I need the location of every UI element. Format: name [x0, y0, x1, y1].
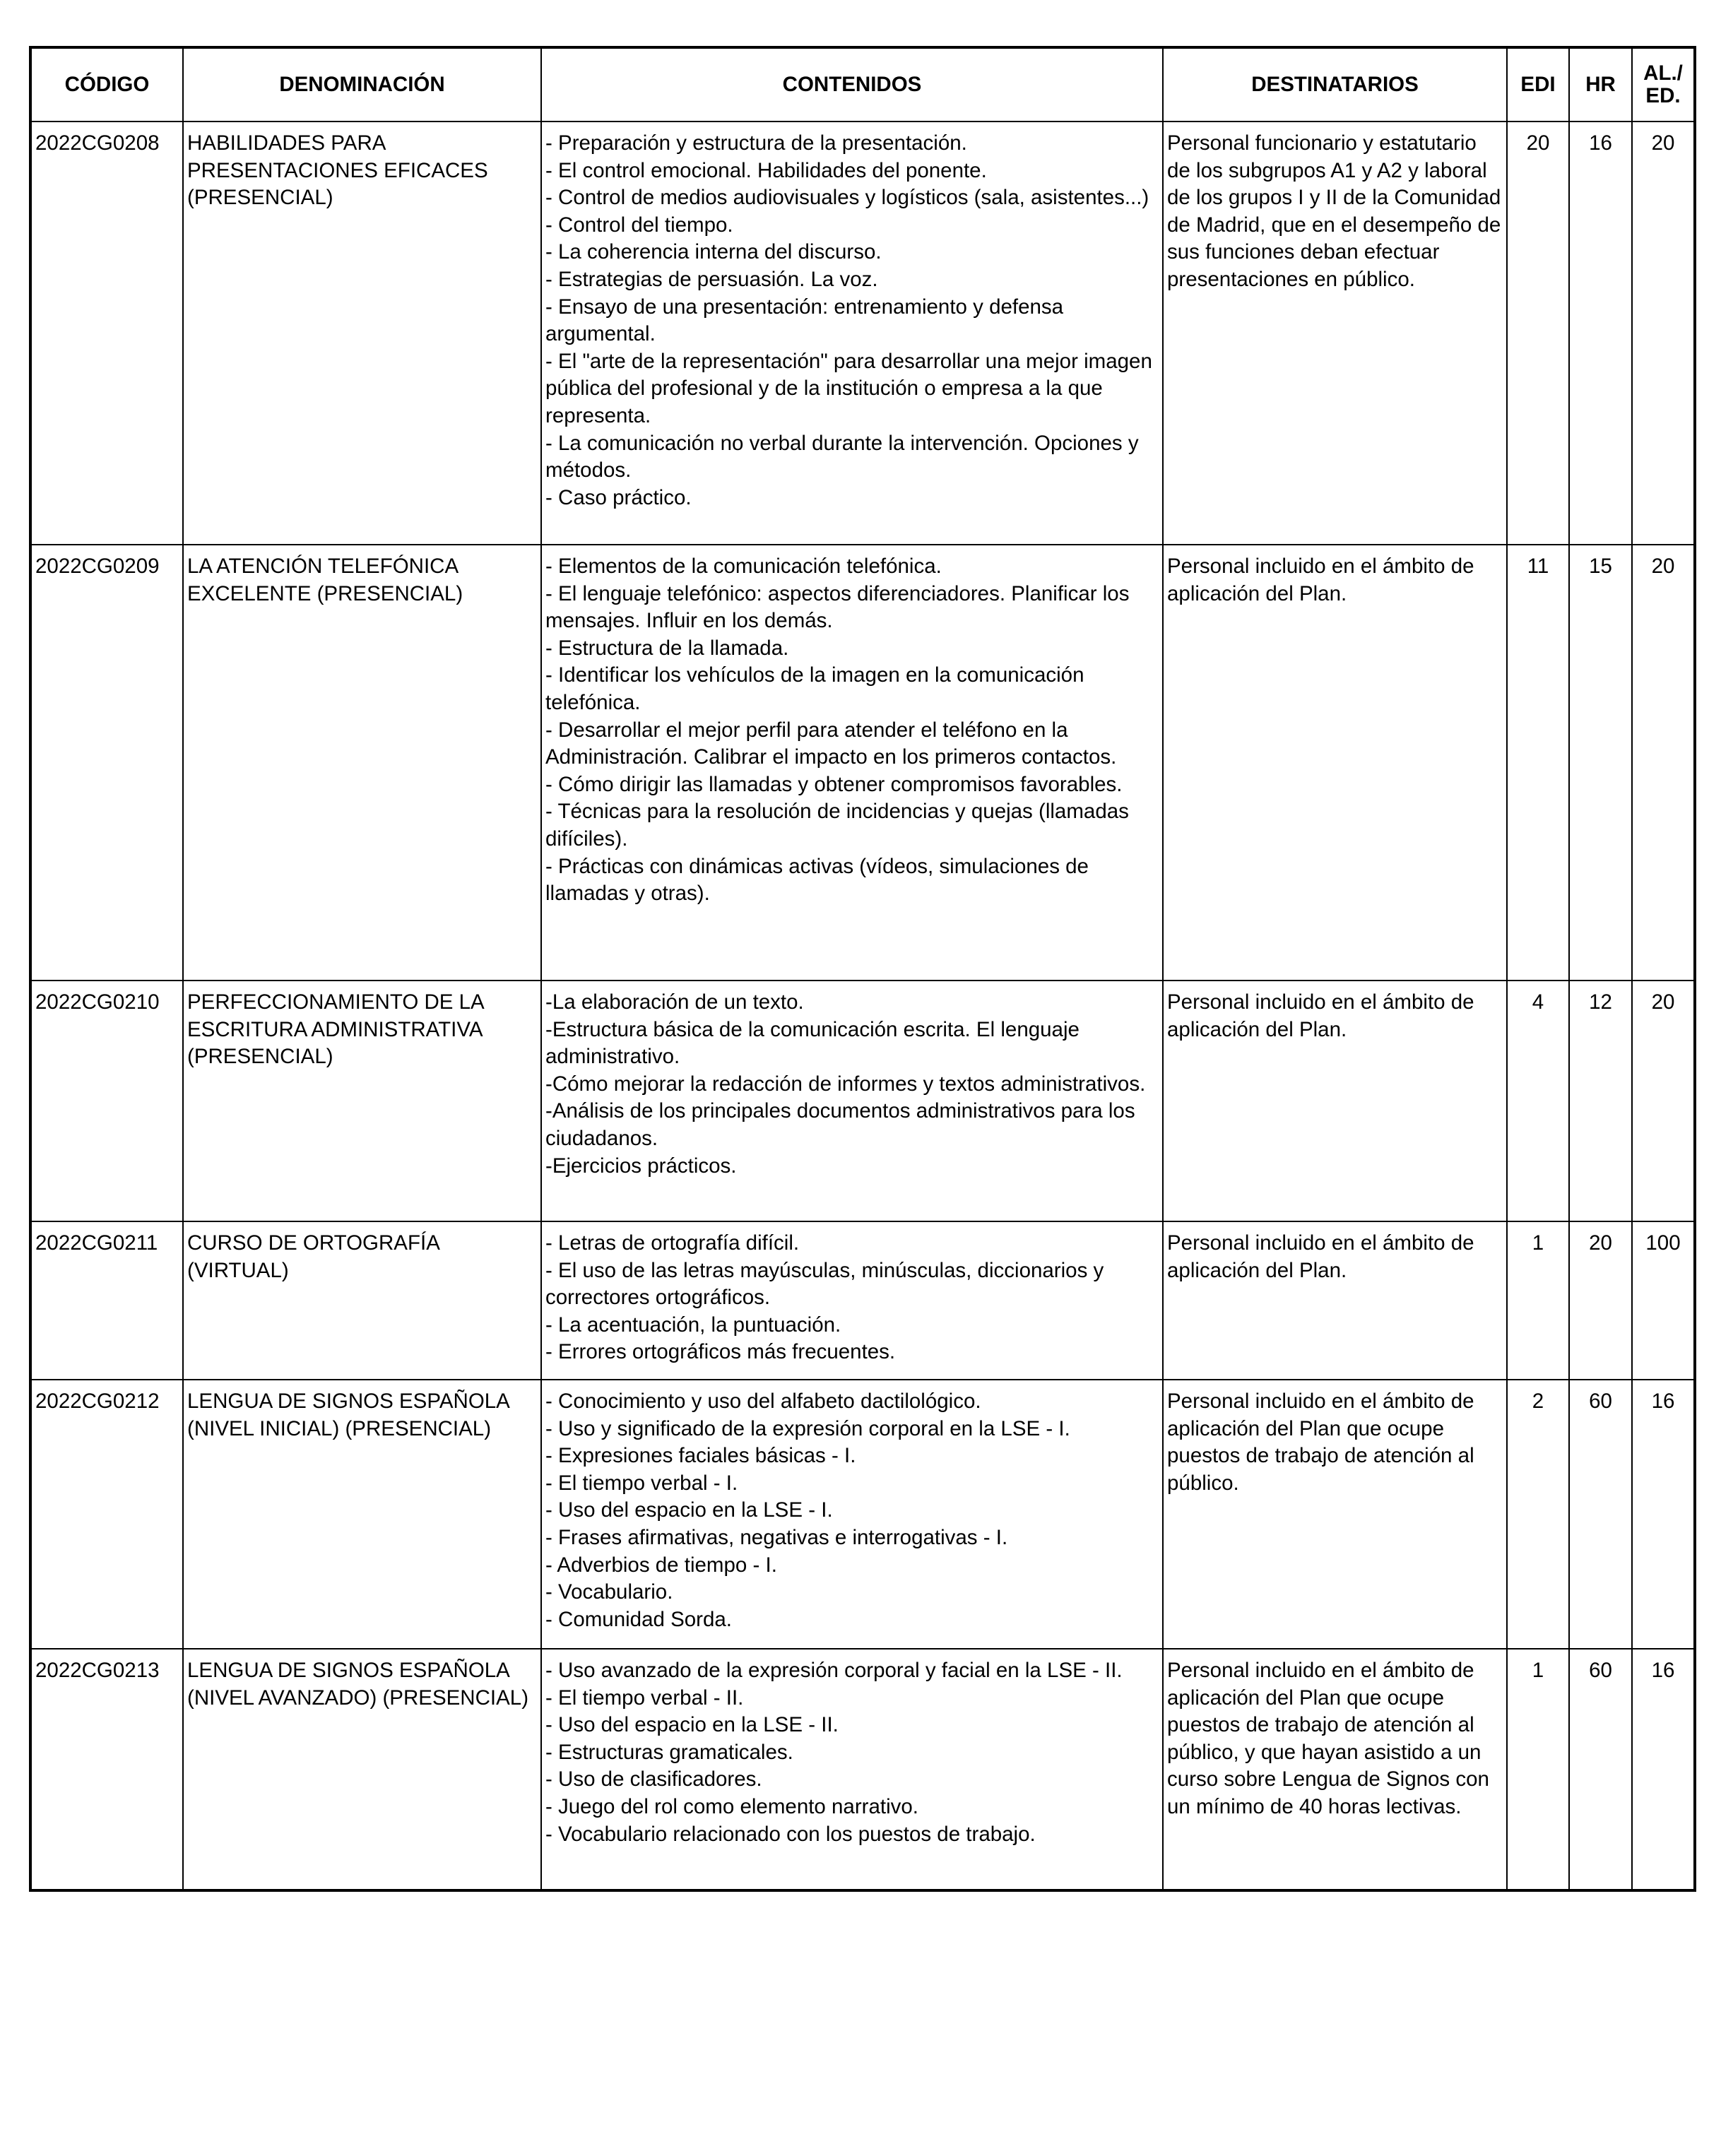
cell-denominacion: PERFECCIONAMIENTO DE LA ESCRITURA ADMINISTRATIVA (PRESENCIAL) [183, 981, 541, 1221]
header-denominacion: DENOMINACIÓN [183, 47, 541, 122]
contenido-item: - Estructura de la llamada. [545, 636, 789, 660]
contenido-item: - Caso práctico. [545, 485, 692, 509]
cell-codigo: 2022CG0210 [30, 981, 183, 1221]
cell-edi: 1 [1507, 1221, 1569, 1380]
cell-denominacion: LENGUA DE SIGNOS ESPAÑOLA (NIVEL INICIAL) (PRESENCIAL) [183, 1380, 541, 1649]
contenido-item: - Vocabulario. [545, 1580, 673, 1604]
contenido-item: - Expresiones faciales básicas - I. [545, 1444, 856, 1468]
contenido-item: - Uso avanzado de la expresión corporal y facial en la LSE - II. [545, 1659, 1123, 1682]
contenido-item: - Prácticas con dinámicas activas (vídeos, simulaciones de llamadas y otras). [545, 854, 1089, 906]
contenido-item: - Letras de ortografía difícil. [545, 1231, 800, 1255]
cell-hr: 20 [1569, 1221, 1632, 1380]
contenido-item: -Análisis de los principales documentos administrativos para los ciudadanos. [545, 1099, 1135, 1150]
contenido-item: - Preparación y estructura de la presentación. [545, 131, 967, 155]
contenido-item: - Errores ortográficos más frecuentes. [545, 1340, 896, 1364]
cell-destinatarios: Personal incluido en el ámbito de aplicación del Plan que ocupe puestos de trabajo de atención al público. [1163, 1380, 1507, 1649]
cell-al-ed: 20 [1632, 122, 1695, 545]
cell-hr: 12 [1569, 981, 1632, 1221]
cell-edi: 20 [1507, 122, 1569, 545]
course-table [29, 46, 1696, 1892]
contenido-item: - La acentuación, la puntuación. [545, 1313, 841, 1337]
contenido-item: - Estructuras gramaticales. [545, 1740, 793, 1764]
contenido-item: - Técnicas para la resolución de incidencias y quejas (llamadas difíciles). [545, 800, 1129, 851]
header-hr: HR [1569, 47, 1632, 122]
cell-codigo: 2022CG0212 [30, 1380, 183, 1649]
cell-codigo: 2022CG0211 [30, 1221, 183, 1380]
contenido-item: - Uso del espacio en la LSE - I. [545, 1498, 833, 1522]
cell-denominacion: LA ATENCIÓN TELEFÓNICA EXCELENTE (PRESENCIAL) [183, 545, 541, 981]
cell-hr: 60 [1569, 1380, 1632, 1649]
cell-contenidos [541, 1380, 1163, 1649]
cell-contenidos [541, 1649, 1163, 1890]
table-row [30, 1221, 1695, 1380]
table-row [30, 1649, 1695, 1890]
contenido-item: - Ensayo de una presentación: entrenamiento y defensa argumental. [545, 295, 1064, 346]
cell-hr: 15 [1569, 545, 1632, 981]
header-al-ed-line1: AL./ [1643, 61, 1683, 85]
cell-edi: 2 [1507, 1380, 1569, 1649]
header-codigo: CÓDIGO [30, 47, 183, 122]
cell-denominacion: CURSO DE ORTOGRAFÍA (VIRTUAL) [183, 1221, 541, 1380]
contenido-item: - Juego del rol como elemento narrativo. [545, 1794, 918, 1818]
contenido-item: - Frases afirmativas, negativas e interrogativas - I. [545, 1525, 1008, 1549]
cell-destinatarios: Personal incluido en el ámbito de aplicación del Plan. [1163, 545, 1507, 981]
cell-hr: 16 [1569, 122, 1632, 545]
cell-contenidos [541, 1221, 1163, 1380]
cell-al-ed: 100 [1632, 1221, 1695, 1380]
header-al-ed [1632, 47, 1695, 122]
cell-edi: 1 [1507, 1649, 1569, 1890]
contenido-item: -Estructura básica de la comunicación escrita. El lenguaje administrativo. [545, 1017, 1080, 1069]
contenido-item: - Conocimiento y uso del alfabeto dactilológico. [545, 1390, 981, 1413]
contenido-item: - Comunidad Sorda. [545, 1607, 733, 1631]
header-destinatarios: DESTINATARIOS [1163, 47, 1507, 122]
cell-codigo: 2022CG0209 [30, 545, 183, 981]
contenido-item: - Desarrollar el mejor perfil para atender el teléfono en la Administración. Calibrar el impacto en los primeros contactos. [545, 718, 1117, 769]
contenido-item: -Cómo mejorar la redacción de informes y textos administrativos. [545, 1072, 1146, 1096]
cell-al-ed: 20 [1632, 981, 1695, 1221]
contenido-item: - Elementos de la comunicación telefónica. [545, 555, 942, 578]
header-row [30, 47, 1695, 122]
table-row [30, 981, 1695, 1221]
contenido-item: - El control emocional. Habilidades del ponente. [545, 158, 987, 182]
table-row [30, 1380, 1695, 1649]
contenido-item: - El lenguaje telefónico: aspectos diferenciadores. Planificar los mensajes. Influir en los demás. [545, 581, 1130, 633]
contenido-item: - Cómo dirigir las llamadas y obtener compromisos favorables. [545, 772, 1123, 796]
header-al-ed-line2: ED. [1645, 84, 1681, 107]
contenido-item: - La comunicación no verbal durante la intervención. Opciones y métodos. [545, 431, 1139, 482]
cell-contenidos [541, 981, 1163, 1221]
contenido-item: -La elaboración de un texto. [545, 990, 804, 1014]
contenido-item: - Control del tiempo. [545, 213, 733, 237]
cell-denominacion: LENGUA DE SIGNOS ESPAÑOLA (NIVEL AVANZADO) (PRESENCIAL) [183, 1649, 541, 1890]
cell-contenidos [541, 122, 1163, 545]
cell-al-ed: 16 [1632, 1380, 1695, 1649]
contenido-item: - Identificar los vehículos de la imagen en la comunicación telefónica. [545, 663, 1084, 714]
contenido-item: -Ejercicios prácticos. [545, 1154, 737, 1178]
contenido-item: - El "arte de la representación" para desarrollar una mejor imagen pública del profesional y de la institución o empresa a la que representa. [545, 349, 1152, 427]
cell-hr: 60 [1569, 1649, 1632, 1890]
contenido-item: - La coherencia interna del discurso. [545, 240, 882, 264]
cell-denominacion: HABILIDADES PARA PRESENTACIONES EFICACES (PRESENCIAL) [183, 122, 541, 545]
header-contenidos: CONTENIDOS [541, 47, 1163, 122]
cell-edi: 11 [1507, 545, 1569, 981]
contenido-item: - Vocabulario relacionado con los puestos de trabajo. [545, 1822, 1036, 1846]
contenido-item: - Uso y significado de la expresión corporal en la LSE - I. [545, 1416, 1070, 1440]
cell-destinatarios: Personal incluido en el ámbito de aplicación del Plan que ocupe puestos de trabajo de atención al público, y que hayan asistido a un curso sobre Lengua de Signos con un mínimo de 40 horas lectivas. [1163, 1649, 1507, 1890]
cell-edi: 4 [1507, 981, 1569, 1221]
table-row [30, 122, 1695, 545]
contenido-item: - El uso de las letras mayúsculas, minúsculas, diccionarios y correctores ortográficos. [545, 1258, 1104, 1310]
contenido-item: - El tiempo verbal - I. [545, 1471, 738, 1495]
header-edi: EDI [1507, 47, 1569, 122]
cell-destinatarios: Personal incluido en el ámbito de aplicación del Plan. [1163, 981, 1507, 1221]
contenido-item: - Adverbios de tiempo - I. [545, 1553, 777, 1577]
cell-contenidos [541, 545, 1163, 981]
contenido-item: - Control de medios audiovisuales y logísticos (sala, asistentes...) [545, 186, 1149, 210]
contenido-item: - Uso del espacio en la LSE - II. [545, 1713, 839, 1737]
cell-codigo: 2022CG0208 [30, 122, 183, 545]
table-body [30, 122, 1695, 1890]
cell-al-ed: 20 [1632, 545, 1695, 981]
contenido-item: - El tiempo verbal - II. [545, 1686, 744, 1710]
cell-destinatarios: Personal funcionario y estatutario de los subgrupos A1 y A2 y laboral de los grupos I y II de la Comunidad de Madrid, que en el desempeño de sus funciones deban efectuar presentaciones en público. [1163, 122, 1507, 545]
cell-destinatarios: Personal incluido en el ámbito de aplicación del Plan. [1163, 1221, 1507, 1380]
cell-al-ed: 16 [1632, 1649, 1695, 1890]
contenido-item: - Uso de clasificadores. [545, 1767, 762, 1791]
contenido-item: - Estrategias de persuasión. La voz. [545, 267, 878, 291]
cell-codigo: 2022CG0213 [30, 1649, 183, 1890]
table-row [30, 545, 1695, 981]
